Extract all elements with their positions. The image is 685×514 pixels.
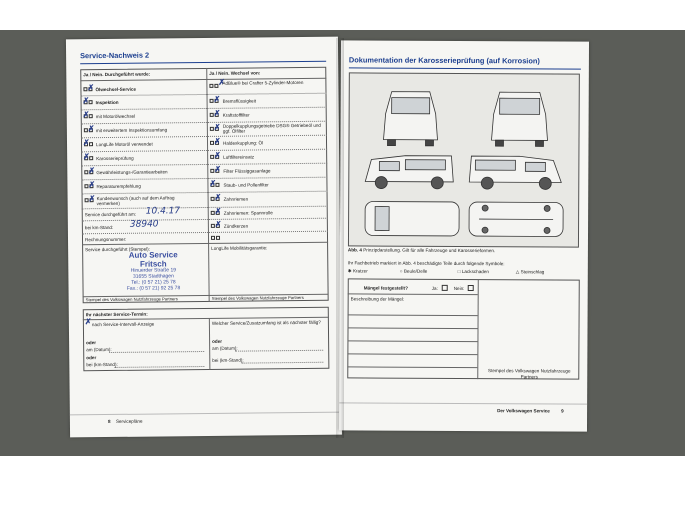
item-label: Bremsflüssigkeit — [222, 98, 257, 104]
item-label: Zahnriemen — [223, 196, 249, 202]
item-label: Doppelkupplungsgetriebe DSG® Getriebeöl und ggf. Ölfilter — [222, 122, 322, 135]
next-service-item: nach Service-Intervall-Anzeige — [91, 321, 155, 328]
handwritten-check: ✗ — [83, 152, 90, 162]
next-extent-label: Welcher Service/Zusatzumfang ist als nächster fällig? — [211, 319, 321, 326]
item-label: Kraftstofffilter — [222, 112, 250, 118]
footer-label: Der Volkswagen Service — [497, 408, 550, 414]
left-page — [66, 37, 342, 438]
am-datum-label: am (Datum): — [212, 345, 238, 351]
handwritten-check: ✗ — [88, 194, 96, 204]
page-title: Service-Nachweis 2 — [80, 50, 150, 61]
bei-km-label: bei (km-Stand): — [212, 357, 244, 363]
handwritten-check: ✗ — [213, 122, 221, 132]
symbol-kratzer: ✱ Kratzer — [347, 268, 368, 274]
van-drawings — [349, 73, 579, 246]
dealer-stamp: Auto Service Fritsch Hinuerder Straße 19 31655 Stadthagen Tel.: (0 57 21) 25 78 Fax.: (0 57 21) 92 25 78 — [126, 250, 181, 292]
next-service-label: Ihr nächster Service-Termin: — [85, 311, 148, 318]
handwritten-check: ✗ — [213, 108, 221, 118]
stamp-label: Service durchgeführt (Stempel): — [85, 246, 151, 253]
handwritten-check: ✗ — [88, 180, 96, 190]
item-label: Zahnriemen: Spannrolle — [223, 210, 273, 216]
handwritten-check: ✗ — [218, 77, 226, 87]
figure-label: Abb. 4 — [347, 247, 362, 253]
checkbox-ja[interactable] — [211, 236, 215, 240]
footer-label: Servicepläne — [115, 418, 143, 424]
nein-checkbox[interactable] — [468, 285, 474, 291]
handwritten-check: ✗ — [213, 94, 221, 104]
km-value[interactable]: 38940 — [129, 219, 159, 230]
handwritten-check: ✗ — [88, 166, 96, 176]
ja-label: Ja: — [431, 285, 438, 291]
oder-label: oder — [86, 355, 97, 361]
handwritten-check: ✗ — [87, 83, 95, 93]
checkbox-nein[interactable] — [216, 236, 220, 240]
right-page — [339, 40, 589, 431]
footer-rule — [339, 402, 587, 404]
handwritten-check: ✗ — [214, 192, 222, 202]
symbol-steinschlag: △ Steinschlag — [515, 269, 545, 275]
item-label: Filter Flüssiggasanlage — [223, 168, 271, 174]
handwritten-check: ✗ — [84, 317, 92, 327]
item-label: mit erweitertem Inspektionsumfang — [95, 127, 168, 134]
handwritten-check: ✗ — [214, 206, 222, 216]
am-datum-label: am (Datum): — [86, 346, 112, 353]
handwritten-check: ✗ — [214, 150, 221, 160]
figure-caption-text: Prinzipdarstellung. Gilt für alle Fahrzeuge und Karosserieformen. — [363, 247, 496, 254]
item-label: Reparaturempfehlung — [96, 183, 141, 190]
vehicle-diagram — [348, 72, 580, 247]
page-number: 8 — [107, 418, 111, 425]
figure-caption — [348, 247, 495, 253]
km-label: bei km-Stand: — [84, 224, 114, 231]
title-rule — [349, 67, 581, 69]
invoice-label: Rechnungsnummer: — [84, 236, 127, 243]
handwritten-check: ✗ — [82, 110, 90, 120]
handwritten-check: ✗ — [214, 164, 222, 174]
page-number: 9 — [561, 408, 564, 414]
page-title: Dokumentation der Karosserieprüfung (auf Korrosion) — [348, 55, 540, 66]
item-label: Gewährleistungs-/Garantiearbeiten — [96, 169, 168, 176]
symbol-beule: ○ Beule/Delle — [399, 268, 428, 274]
nein-label: Nein: — [453, 285, 465, 292]
handwritten-check: ✗ — [214, 219, 222, 229]
oder-label: oder — [212, 338, 223, 344]
defects-label: Mängel festgestellt? — [363, 285, 408, 291]
handwritten-check: ✗ — [82, 138, 90, 148]
item-label: Luftfiltereinsatz — [223, 154, 255, 160]
handwritten-check: ✗ — [87, 124, 95, 134]
handwritten-check: ✗ — [209, 178, 217, 188]
item-label: Zündkerzen — [223, 223, 249, 229]
service-date-label: Service durchgeführt am: — [84, 211, 137, 218]
symbol-lackschaden: □ Lackschaden — [457, 268, 489, 275]
item-label: Haldexkupplung: Öl — [222, 140, 264, 146]
item-label: LongLife Motoröl verwendet — [96, 141, 153, 148]
longlife-label: LongLife Mobilitätsgarantie: — [211, 245, 268, 251]
ja-checkbox[interactable] — [442, 285, 448, 291]
item-label: Staub- und Pollenfilter — [223, 182, 269, 188]
item-label: AdBlue® bei Crafter 5-Zylinder-Motoren — [222, 79, 304, 86]
footer-rule — [70, 412, 342, 416]
handwritten-check: ✗ — [82, 96, 90, 106]
service-date-value[interactable]: 10.4.17 — [145, 206, 181, 217]
item-label: Inspektion — [95, 99, 119, 106]
handwritten-check: ✗ — [213, 136, 221, 146]
checkbox-ja[interactable] — [209, 84, 213, 88]
symbol-instruction: Ihr Fachbetrieb markiert in Abb. 4 beschädigte Teile durch folgende Symbole: — [347, 260, 505, 267]
stamp-caption: Stempel des Volkswagen Nutzfahrzeuge Partners — [488, 368, 571, 379]
right-col-header: Ja / Nein. Wechsel von: — [209, 70, 261, 76]
item-label: Karosserieprüfung — [96, 155, 134, 162]
description-label: Beschreibung der Mängel: — [350, 296, 405, 302]
item-label: Kundenwunsch (auch auf dem Auftrag vermerken) — [96, 195, 175, 207]
stamp-caption: Stempel des Volkswagen Nutzfahrzeuge Partners — [211, 294, 304, 301]
bottom-margin — [0, 456, 685, 514]
item-label: mit Motorölwechsel — [95, 113, 136, 120]
item-label: Ölwechsel-Service — [95, 86, 137, 93]
book-spine — [336, 38, 344, 438]
left-col-header: Ja / Nein. Durchgeführt wurde: — [83, 71, 151, 78]
stamp-caption: Stempel des Volkswagen Nutzfahrzeuge Partners — [85, 296, 178, 303]
title-rule — [80, 61, 326, 65]
oder-label: oder — [86, 340, 97, 346]
bei-km-label: bei (km-Stand): — [86, 361, 118, 368]
